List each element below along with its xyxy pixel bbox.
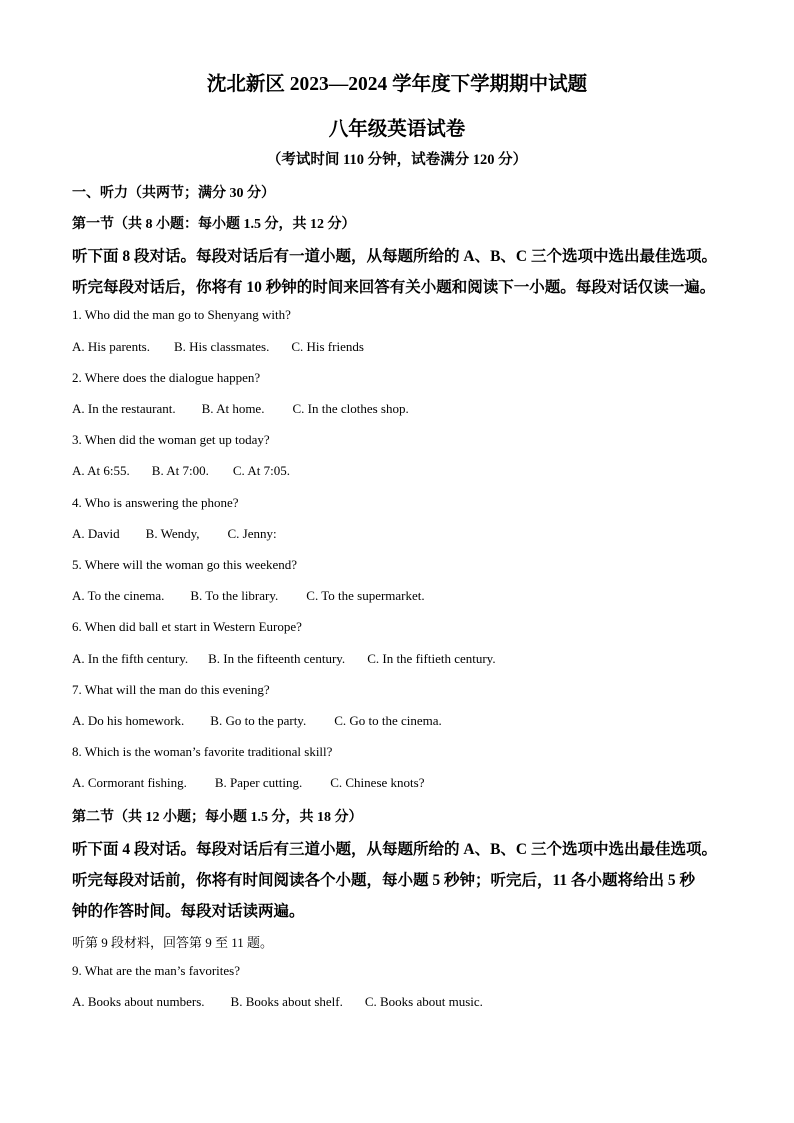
option-b: B. To the library.: [190, 588, 279, 603]
section1-instruction-line: 听完每段对话后，你将有 10 秒钟的时间来回答有关小题和阅读下一小题。每段对话仅读一遍。: [72, 279, 716, 296]
material-note: 听第 9 段材料，回答第 9 至 11 题。: [72, 935, 274, 950]
question-options: [72, 463, 290, 479]
option-b: B. His classmates.: [174, 339, 270, 354]
section2-instruction-line: 听下面 4 段对话。每段对话后有三道小题，从每题所给的 A、B、C 三个选项中选出最佳选项。: [72, 841, 717, 858]
question-text: 7. What will the man do this evening?: [72, 682, 270, 697]
question-text: 6. When did ball et start in Western Europe?: [72, 619, 302, 634]
option-c: C. His friends: [291, 339, 364, 354]
question-options: [72, 994, 483, 1010]
option-a: A. At 6:55.: [72, 463, 130, 478]
exam-subtitle: 八年级英语试卷: [328, 119, 466, 140]
question-options: [72, 401, 409, 417]
section1-heading: 第一节（共 8 小题：每小题 1.5 分，共 12 分）: [72, 217, 356, 232]
question-text: 9. What are the man’s favorites?: [72, 963, 240, 978]
option-c: C. To the supermarket.: [306, 588, 425, 603]
option-b: B. Books about shelf.: [230, 994, 343, 1009]
question-text: 4. Who is answering the phone?: [72, 495, 239, 510]
option-b: B. In the fifteenth century.: [208, 651, 346, 666]
option-a: A. To the cinema.: [72, 588, 165, 603]
question-text: 2. Where does the dialogue happen?: [72, 370, 261, 385]
option-a: A. Books about numbers.: [72, 994, 205, 1009]
question-options: [72, 713, 442, 729]
option-a: A. David: [72, 526, 120, 541]
question-text: 3. When did the woman get up today?: [72, 432, 270, 447]
option-b: B. At 7:00.: [151, 463, 209, 478]
option-c: C. Jenny:: [227, 526, 277, 541]
option-b: B. Paper cutting.: [214, 775, 303, 790]
question-text: 1. Who did the man go to Shenyang with?: [72, 307, 291, 322]
question-text: 8. Which is the woman’s favorite traditional skill?: [72, 744, 333, 759]
question-options: [72, 775, 424, 791]
section1-instruction-line: 听下面 8 段对话。每段对话后有一道小题，从每题所给的 A、B、C 三个选项中选出最佳选项。: [72, 248, 717, 265]
exam-time-note: （考试时间 110 分钟，试卷满分 120 分）: [266, 152, 528, 168]
option-c: C. In the clothes shop.: [292, 401, 409, 416]
option-b: B. Go to the party.: [210, 713, 307, 728]
option-a: A. His parents.: [72, 339, 150, 354]
option-a: A. Do his homework.: [72, 713, 185, 728]
option-c: C. Chinese knots?: [330, 775, 425, 790]
option-c: C. In the fiftieth century.: [367, 651, 496, 666]
option-c: C. At 7:05.: [232, 463, 290, 478]
question-options: [72, 339, 364, 355]
option-a: A. In the restaurant.: [72, 401, 176, 416]
option-b: B. Wendy,: [145, 526, 200, 541]
question-options: [72, 651, 496, 667]
question-options: [72, 588, 425, 604]
part-heading-listening: 一、听力（共两节；满分 30 分）: [72, 186, 275, 201]
section2-heading: 第二节（共 12 小题；每小题 1.5 分，共 18 分）: [72, 810, 363, 825]
option-c: C. Books about music.: [364, 994, 483, 1009]
option-c: C. Go to the cinema.: [334, 713, 442, 728]
section2-instruction-line: 钟的作答时间。每段对话读两遍。: [72, 903, 305, 920]
exam-title: 沈北新区 2023—2024 学年度下学期期中试题: [206, 74, 588, 95]
question-options: [72, 526, 277, 542]
option-a: A. In the fifth century.: [72, 651, 189, 666]
option-b: B. At home.: [201, 401, 265, 416]
option-a: A. Cormorant fishing.: [72, 775, 187, 790]
question-text: 5. Where will the woman go this weekend?: [72, 557, 298, 572]
section2-instruction-line: 听完每段对话前，你将有时间阅读各个小题，每小题 5 秒钟；听完后，11 各小题将给出 5 秒: [72, 872, 696, 889]
